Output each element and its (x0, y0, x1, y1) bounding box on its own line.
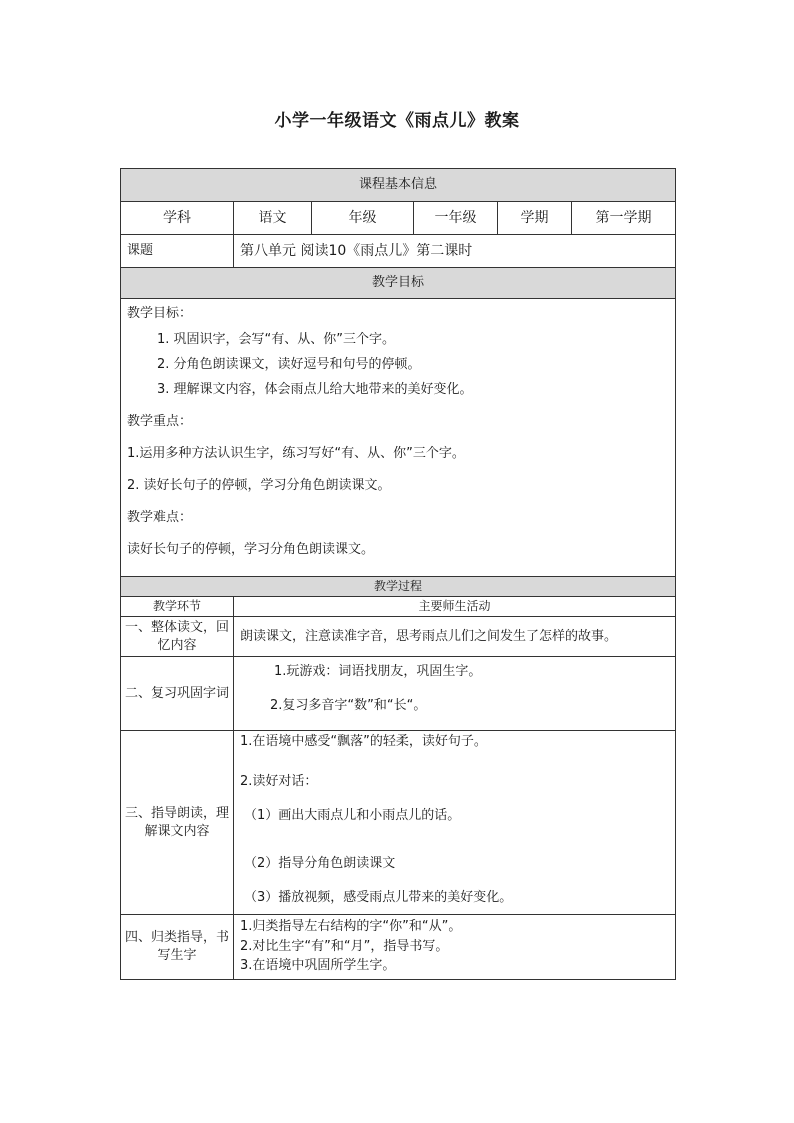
col-phase-header: 教学环节 (121, 597, 234, 617)
objectives-cell (121, 299, 676, 577)
activity-line: 1.归类指导左右结构的字“你”和“从”。 (240, 919, 462, 934)
activity-line: 朗读课文，注意读准字音，思考雨点儿们之间发生了怎样的故事。 (240, 628, 618, 644)
topic-value: 第八单元 阅读10《雨点儿》第二课时 (234, 235, 676, 268)
subject-label: 学科 (121, 202, 234, 235)
activity-line: 2.读好对话： (240, 774, 318, 789)
difficulty-item: 读好长句子的停顿，学习分角色朗读课文。 (127, 542, 375, 558)
subject-value: 语文 (234, 202, 312, 235)
topic-label: 课题 (121, 235, 234, 268)
activity-line: 1.在语境中感受“飘落”的轻柔，读好句子。 (240, 734, 487, 749)
activity-line: 2.复习多音字“数”和“长“。 (270, 698, 427, 713)
grade-value: 一年级 (414, 202, 498, 235)
activity-line: 3.在语境中巩固所学生字。 (240, 958, 396, 973)
goal-item: 2. 分角色朗读课文，读好逗号和句号的停顿。 (157, 357, 421, 372)
page-title: 小学一年级语文《雨点儿》教案 (274, 111, 520, 131)
activity-line: （3）播放视频，感受雨点儿带来的美好变化。 (244, 890, 513, 905)
grade-label: 年级 (312, 202, 414, 235)
goal-item: 3. 理解课文内容，体会雨点儿给大地带来的美好变化。 (157, 382, 473, 397)
key-points-label: 教学重点： (127, 414, 193, 430)
phase-cell: 三、指导朗读，理解课文内容 (121, 731, 234, 915)
activity-line: 2.对比生字“有”和“月”，指导书写。 (240, 938, 449, 954)
lesson-plan-table (120, 168, 676, 980)
course-info-header: 课程基本信息 (121, 169, 676, 202)
key-point-item: 2. 读好长句子的停顿，学习分角色朗读课文。 (127, 478, 391, 494)
activity-line: 1.玩游戏：词语找朋友，巩固生字。 (274, 664, 482, 679)
activity-cell (234, 915, 676, 980)
objectives-header: 教学目标 (121, 268, 676, 299)
process-header: 教学过程 (121, 577, 676, 597)
term-value: 第一学期 (572, 202, 676, 235)
phase-cell: 一、整体读文，回忆内容 (121, 617, 234, 657)
activity-line: （1）画出大雨点儿和小雨点儿的话。 (244, 808, 461, 823)
goals-label: 教学目标： (127, 306, 193, 321)
difficulty-label: 教学难点： (127, 510, 193, 526)
activity-line: （2）指导分角色朗读课文 (244, 856, 396, 871)
phase-cell: 二、复习巩固字词 (121, 657, 234, 731)
activity-cell (234, 657, 676, 731)
key-point-item: 1.运用多种方法认识生字，练习写好“有、从、你”三个字。 (127, 446, 465, 462)
goal-item: 1. 巩固识字，会写“有、从、你”三个字。 (157, 332, 396, 347)
activity-cell (234, 617, 676, 657)
phase-cell: 四、归类指导，书写生字 (121, 915, 234, 980)
col-activity-header: 主要师生活动 (234, 597, 676, 617)
activity-cell (234, 731, 676, 915)
term-label: 学期 (498, 202, 572, 235)
